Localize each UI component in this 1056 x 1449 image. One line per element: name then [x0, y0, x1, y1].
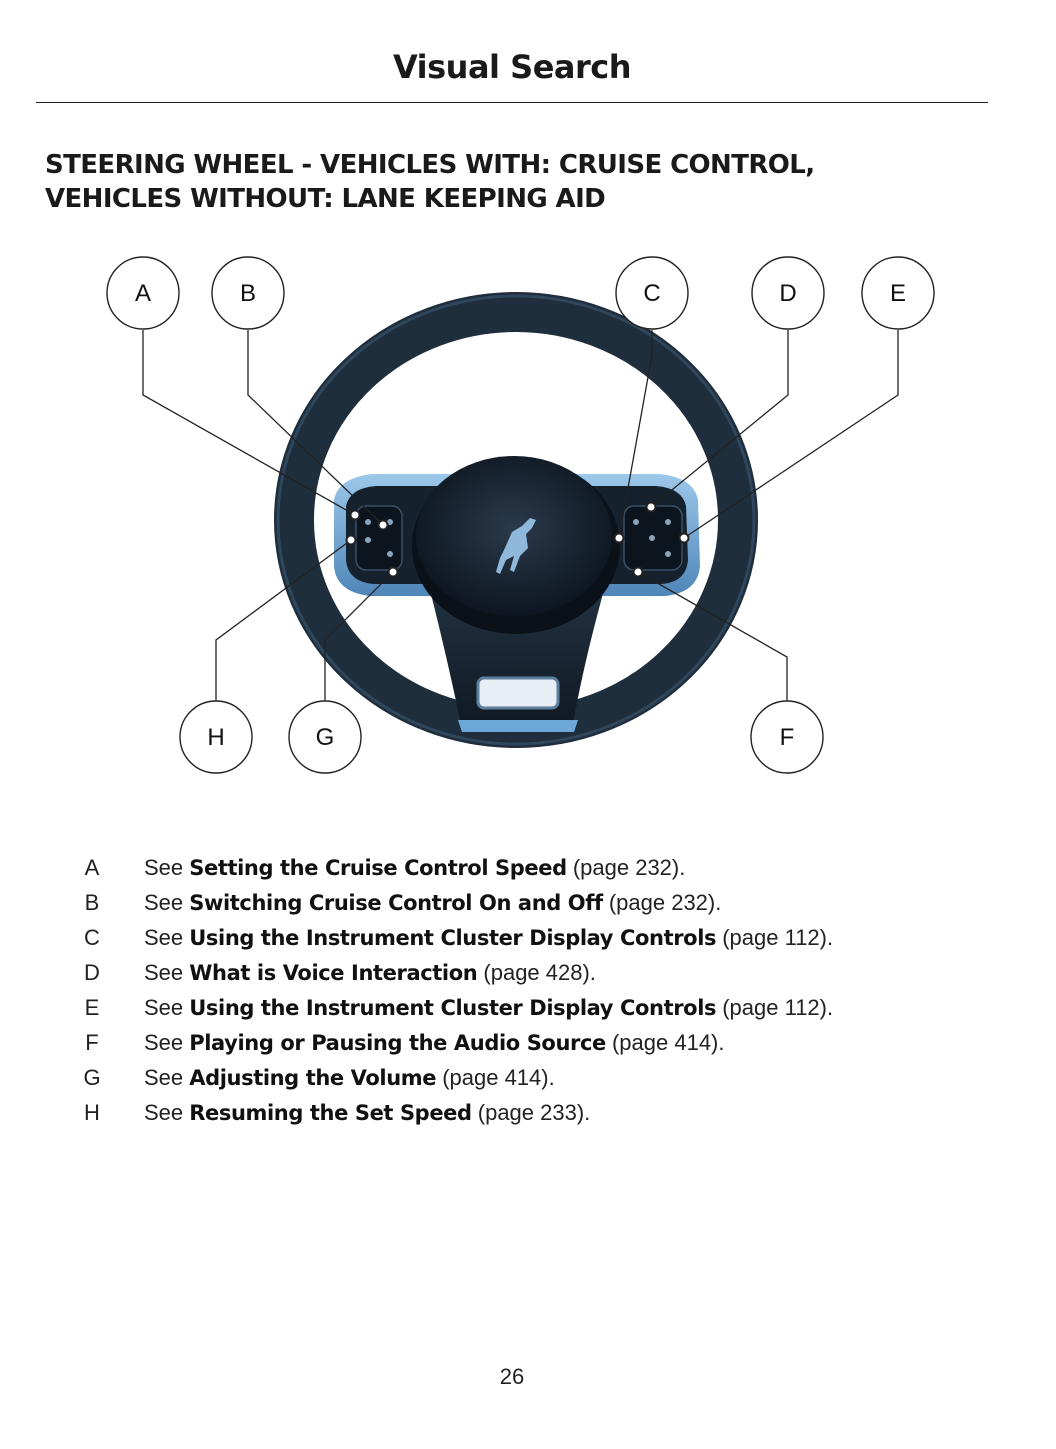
legend-item: [0, 1027, 1000, 1059]
legend-description: See Playing or Pausing the Audio Source (page 414).: [144, 1030, 725, 1055]
callout-h: [180, 701, 252, 773]
legend-item: [0, 992, 1000, 1024]
steering-wheel-image: [278, 296, 754, 744]
legend-description: See Switching Cruise Control On and Off (page 232).: [144, 890, 722, 915]
right-control-cluster: [624, 506, 682, 570]
lower-spoke-opening: [478, 678, 558, 708]
title-divider: [36, 102, 988, 103]
callout-h-label: H: [207, 724, 225, 751]
legend-topic-link[interactable]: Switching Cruise Control On and Off: [189, 891, 603, 915]
section-heading-line-2: VEHICLES WITHOUT: LANE KEEPING AID: [45, 184, 606, 214]
callout-e-label: E: [889, 280, 907, 307]
legend-topic-link[interactable]: Using the Instrument Cluster Display Controls: [189, 996, 717, 1020]
callout-a-label: A: [134, 280, 152, 307]
legend-topic-link[interactable]: Setting the Cruise Control Speed: [189, 856, 567, 880]
legend-description: See Adjusting the Volume (page 414).: [144, 1065, 555, 1090]
section-heading: [45, 148, 985, 216]
callout-d-label: D: [779, 280, 797, 307]
legend-topic-link[interactable]: What is Voice Interaction: [189, 961, 478, 985]
page-number: 26: [499, 1364, 525, 1389]
legend-letter: E: [84, 995, 100, 1020]
steering-wheel-diagram: [0, 230, 1056, 800]
left-control-cluster: [356, 506, 402, 570]
legend-letter: B: [84, 890, 100, 915]
steering-wheel-figure: [0, 230, 1056, 800]
page-title: Visual Search: [392, 48, 632, 86]
legend-letter: D: [84, 960, 100, 985]
callout-e: [862, 257, 934, 329]
legend-item: [0, 1097, 1000, 1129]
legend-topic-link[interactable]: Resuming the Set Speed: [189, 1101, 472, 1125]
callout-f-label: F: [779, 724, 795, 751]
legend-letter: A: [84, 855, 100, 880]
callout-f: [751, 701, 823, 773]
legend-description: See What is Voice Interaction (page 428).: [144, 960, 596, 985]
legend-letter: H: [84, 1100, 100, 1125]
legend-item: [0, 887, 1000, 919]
legend-item: [0, 1062, 1000, 1094]
lower-spoke-trim: [458, 720, 578, 732]
legend-topic-link[interactable]: Adjusting the Volume: [189, 1066, 437, 1090]
legend-description: See Setting the Cruise Control Speed (page 232).: [144, 855, 686, 880]
callout-c-label: C: [643, 280, 661, 307]
legend-topic-link[interactable]: Using the Instrument Cluster Display Controls: [189, 926, 717, 950]
callout-c: [616, 257, 688, 329]
section-heading-line-1: STEERING WHEEL - VEHICLES WITH: CRUISE CONTROL,: [45, 150, 815, 180]
legend-letter: C: [84, 925, 100, 950]
callout-b: [212, 257, 284, 329]
legend-item: [0, 957, 1000, 989]
callout-d: [752, 257, 824, 329]
legend-letter: F: [85, 1030, 99, 1055]
callout-g: [289, 701, 361, 773]
legend-description: See Using the Instrument Cluster Display Controls (page 112).: [144, 925, 834, 950]
legend-description: See Resuming the Set Speed (page 233).: [144, 1100, 591, 1125]
callout-g-label: G: [315, 724, 335, 751]
legend-description: See Using the Instrument Cluster Display Controls (page 112).: [144, 995, 834, 1020]
legend-item: [0, 852, 1000, 884]
legend-letter: G: [83, 1065, 101, 1090]
callout-b-label: B: [239, 280, 257, 307]
legend-item: [0, 922, 1000, 954]
callout-a: [107, 257, 179, 329]
legend-topic-link[interactable]: Playing or Pausing the Audio Source: [189, 1031, 606, 1055]
